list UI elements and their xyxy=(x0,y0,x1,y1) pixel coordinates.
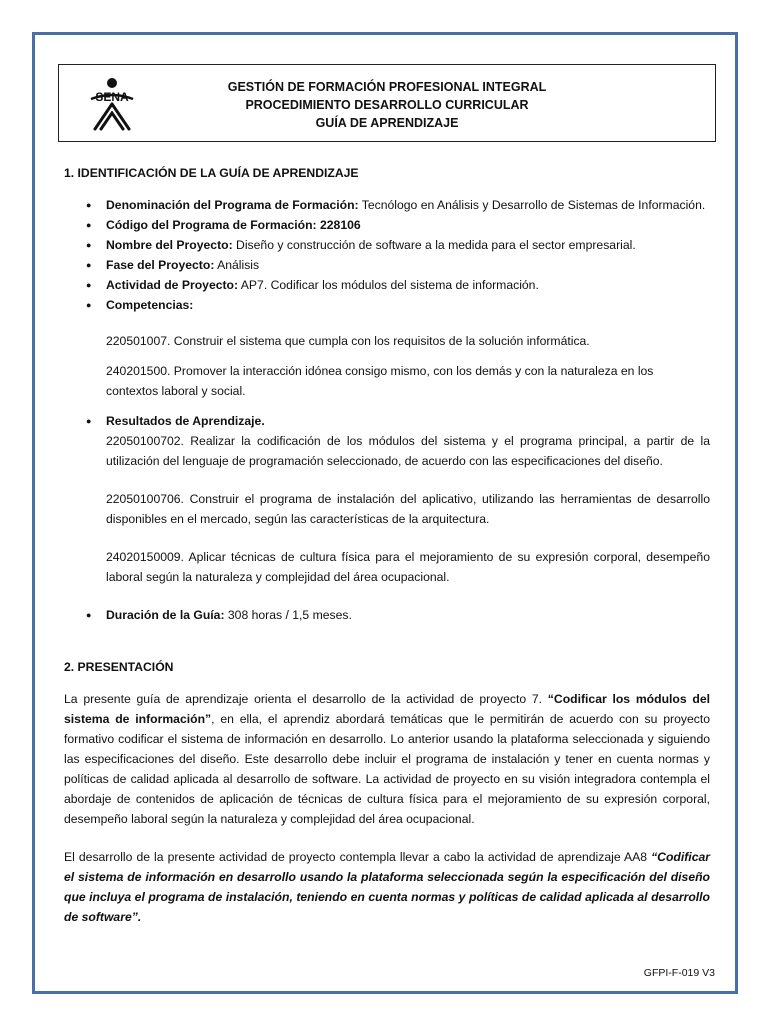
list-item: ● Duración de la Guía: 308 horas / 1,5 meses. xyxy=(86,605,710,625)
list-item: ● Competencias: xyxy=(86,295,710,315)
list-item: ● Actividad de Proyecto: AP7. Codificar los módulos del sistema de información. xyxy=(86,275,710,295)
header-line-3: GUÍA DE APRENDIZAJE xyxy=(315,116,459,130)
section-2-title: 2. PRESENTACIÓN xyxy=(64,660,174,674)
list-item: ● Nombre del Proyecto: Diseño y construcción de software a la medida para el sector empresarial. xyxy=(86,235,710,255)
presentation-paragraph-2: El desarrollo de la presente actividad de proyecto contempla llevar a cabo la actividad de aprendizaje AA8 “Codificar el sistema de información en desarrollo usando la plataforma seleccionada según la especificación del diseño que incluya el programa de instalación, teniendo en cuenta normas y políticas de calidad aplicada al desarrollo de software”. xyxy=(64,850,710,924)
header-title-block xyxy=(59,78,715,132)
resultado-2: 22050100706. Construir el programa de instalación del aplicativo, utilizando las herramientas de desarrollo disponibles en el mercado, según las características de la arquitectura. xyxy=(106,492,710,526)
resultados-list xyxy=(86,411,710,625)
presentation-paragraph-1: La presente guía de aprendizaje orienta el desarrollo de la actividad de proyecto 7. “Codificar los módulos del sistema de información”, en ella, el aprendiz abordará temáticas que le permitirán de acuerdo con su proyecto formativo codificar el sistema de información en desarrollo. Lo anterior usando la plataforma seleccionada y siguiendo las especificaciones del diseño. Este desarrollo debe incluir el programa de instalación y tener en cuenta normas y políticas de calidad aplicada al desarrollo de software. La actividad de proyecto en su visión integradora contempla el abordaje de contenidos de aplicación de técnicas de cultura física para el mejoramiento de su expresión corporal, desempeño laboral según la naturaleza y complejidad del área ocupacional. xyxy=(64,692,710,826)
competencia-1: 220501007. Construir el sistema que cumpla con los requisitos de la solución informática. xyxy=(106,334,590,348)
document-header xyxy=(58,64,716,142)
header-line-2: PROCEDIMIENTO DESARROLLO CURRICULAR xyxy=(245,98,529,112)
logo-text: SENA xyxy=(95,90,129,104)
resultados-label: Resultados de Aprendizaje. xyxy=(106,414,265,428)
list-item: ● Fase del Proyecto: Análisis xyxy=(86,255,710,275)
page-frame xyxy=(32,32,738,994)
form-code: GFPI-F-019 V3 xyxy=(643,967,715,979)
section-1-title: 1. IDENTIFICACIÓN DE LA GUÍA DE APRENDIZAJE xyxy=(64,166,359,180)
resultado-3: 24020150009. Aplicar técnicas de cultura física para el mejoramiento de su expresión corporal, desempeño laboral según la naturaleza y complejidad del área ocupacional. xyxy=(106,550,710,584)
list-item: ● Código del Programa de Formación: 228106 xyxy=(86,215,710,235)
competencia-2: 240201500. Promover la interacción idónea consigo mismo, con los demás y con la naturaleza en los contextos laboral y social. xyxy=(106,364,654,398)
list-item: ● Denominación del Programa de Formación: Tecnólogo en Análisis y Desarrollo de Sistemas de Información. xyxy=(86,195,710,215)
document-body xyxy=(64,163,710,927)
identification-list xyxy=(86,195,710,315)
header-line-1: GESTIÓN DE FORMACIÓN PROFESIONAL INTEGRAL xyxy=(227,80,547,94)
resultado-1: 22050100702. Realizar la codificación de los módulos del sistema y el programa principal, a partir de la utilización del lenguaje de programación seleccionado, de acuerdo con las especificaciones del diseño. xyxy=(106,434,710,468)
list-item xyxy=(86,411,710,587)
